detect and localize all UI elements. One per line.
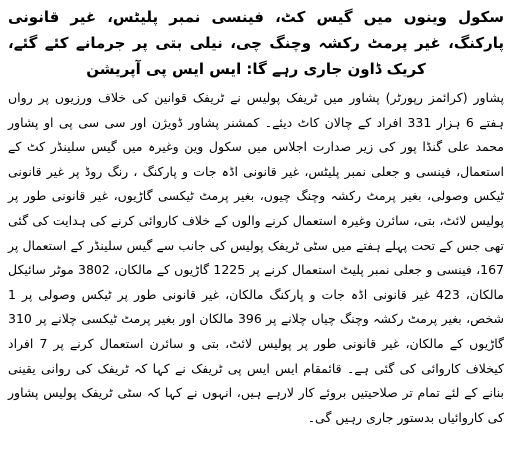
headline: سکول وینوں میں گیس کٹ، فینسی نمبر پلیٹس، غیر قانونی پارکنگ، غیر پرمٹ رکشہ وچنگ چی، نیلی بتی پر جرمانے کئے گئے، کریک ڈاون جاری رہے گا: ایس ایس پی آپریشن	[8, 8, 504, 78]
article-body: پشاور (کرائمز رپورٹر) پشاور میں ٹریفک پولیس نے ٹریفک قوانین کی خلاف ورزیوں پر رواں ہفتے 6 ہزار 331 افراد کے چالان کاٹ دیئے۔ کمشنر پشاور ڈویژن اور سی سی پی او پشاور محمد علی گنڈا پور کی زیر صدارت اجلاس میں سکول وین وغیرہ میں گیس سلینڈر کٹ کے استعمال، فینسی و جعلی نمبر پلیٹس، غیر قانونی اڈہ جات و پارکنگ ، رنگ روڈ پر غیر قانونی ٹیکس وصولی، بغیر پرمٹ رکشہ وچنگ چیوں، بغیر پرمٹ ٹیکسی گاڑیوں، غیر قانونی طور پر پولیس لائٹ، بتی، سائرن وغیرہ استعمال کرنے والوں کے خلاف کاروائی کرنے کی ہدایت کی گئی تھی جس کے تحت پہلے ہفتے میں سٹی ٹریفک پولیس کی جانب سے گیس سلینڈر کے استعمال پر 167، فینسی و جعلی نمبر پلیٹ استعمال کرنے پر 1225 گاڑیوں کے مالکان، 3802 موٹر سائیکل مالکان، 423 غیر قانونی اڈہ جات و پارکنگ مالکان، غیر قانونی طور پر ٹیکس وصولی پر 1 شخص، بغیر پرمٹ رکشہ وچنگ چیاں چلانے پر 396 مالکان اور بغیر پرمٹ ٹیکسی چلانے پر 310 گاڑیوں کے مالکان، غیر قانونی طور پر پولیس لائٹ، بتی و سائرن استعمال کرنے پر 7 افراد کیخلاف کاروائی کی گئی ہے۔ قائمقام ایس ایس پی ٹریفک نے کہا کہ ٹریفک کی روانی یقینی بنانے کے لئے تمام تر صلاحیتیں بروئے کار لارہے ہیں، انہوں نے کہا کہ سٹی ٹریفک پولیس پشاور کی کاروائیاں بدستور جاری رہیں گی۔	[8, 90, 505, 425]
